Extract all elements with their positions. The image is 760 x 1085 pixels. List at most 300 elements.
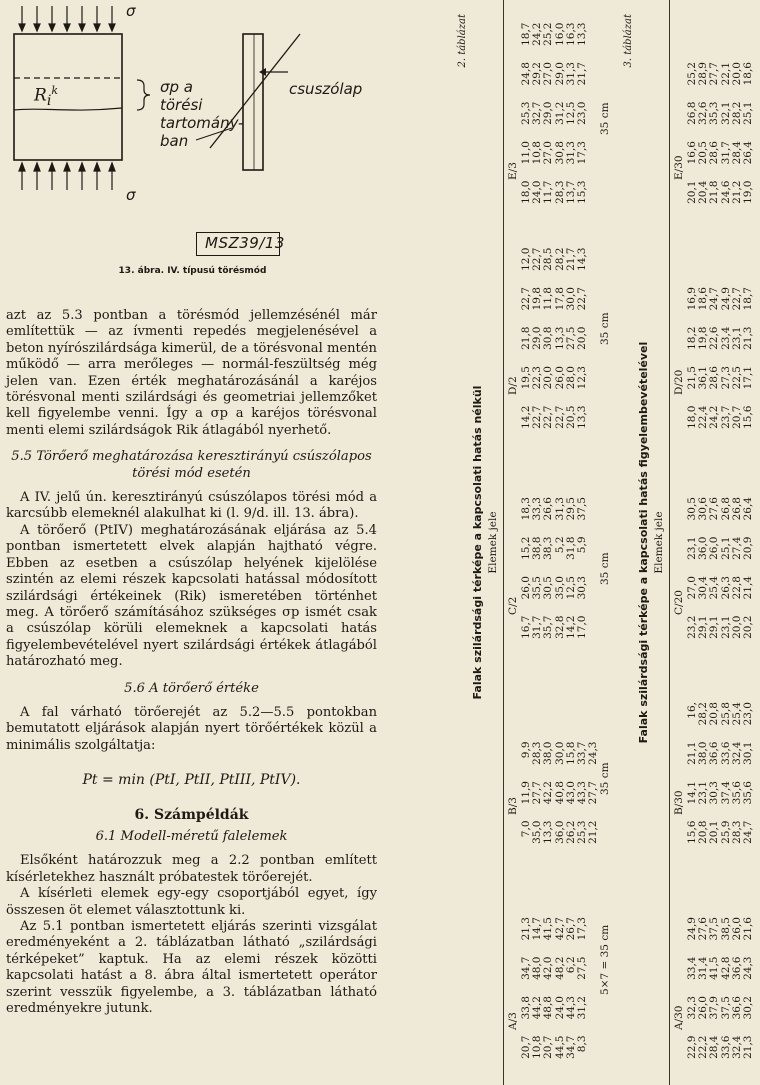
group-footer: 35 cm [599,312,611,345]
table-cell: 21,3 [741,326,754,350]
table-cell: 13,3 [542,820,555,844]
table-cell: 42,8 [719,956,732,980]
table-cell: 6,2 [564,956,577,974]
table-cell: 30,4 [697,576,710,600]
paragraph: A kísérleti elemek egy-egy csoportjából egyet, így összesen öt elemet választottunk ki. [6,886,377,918]
table-cell: 15,8 [564,741,577,765]
table-cell: 31,7 [531,615,544,639]
table-cell: 23,7 [719,405,732,429]
table-rule [669,0,670,1085]
table-cell: 15,3 [575,180,588,204]
table-cell: 24,3 [741,956,754,980]
table-cell: 33,6 [719,741,732,765]
table-cell: 37,5 [719,996,732,1020]
table-cell: 18,7 [741,287,754,311]
table-cell: 23,1 [686,536,698,560]
table-cell: 14,2 [520,405,532,429]
table-cell: 21,4 [741,576,754,600]
table-cell: 31,3 [564,62,577,86]
table-cell: 32,7 [531,101,544,125]
failure-zone-lower [14,108,122,110]
table-rule [503,0,504,1085]
table-cell: 19,8 [531,287,544,311]
table-cell: 26,0 [697,996,710,1020]
table-cell: 24,3 [587,741,600,765]
table-cell: 25,4 [730,702,743,726]
table-cell: 24,7 [708,287,721,311]
breaking-force-equation: Pt = min (PtI, PtII, PtIII, PtIV). [82,772,301,789]
table-cell: 21,7 [564,247,577,271]
table-cell: 40,8 [553,781,566,805]
table-cell: 37,5 [575,497,588,521]
table-cell: 20,7 [730,405,743,429]
table-row [577,917,588,1075]
table-cell: 38,8 [531,536,544,560]
table-cell: 28,0 [564,366,577,390]
table-cell: 35,6 [741,781,754,805]
table-cell: 16,6 [686,141,698,165]
table-cell: 35,3 [708,101,721,125]
table-row [709,917,720,1075]
table-cell: 33,4 [686,956,698,980]
table-cell: 38,0 [542,741,555,765]
table-cell: 34,7 [520,956,532,980]
table-cell: 20,5 [564,405,577,429]
table-cell: 10,8 [531,141,544,165]
table-cell: 35,6 [730,781,743,805]
slip-plane-label: csuszólap [289,80,363,98]
table-subtitle: Elemek jele [487,511,499,574]
table-cell: 33,3 [531,497,544,521]
table-cell: 24,2 [708,405,721,429]
table-cell: 35,0 [531,820,544,844]
table-cell: 27,6 [697,917,710,941]
table-row [577,23,588,221]
table-cell: 23,1 [730,326,743,350]
table-cell: 13,3 [575,405,588,429]
table-cell: 28,4 [708,1035,721,1059]
table-cell: 38,5 [719,917,732,941]
table-cell: 18,6 [741,62,754,86]
table-row [743,702,754,860]
table-cell: 36,0 [697,536,710,560]
group-header: E/30 [673,155,685,180]
table-cell: 20,0 [575,326,588,350]
body-text [6,308,377,1017]
table-title: Falak szilárdsági térképe a kapcsolati hatás nélkül [471,385,484,700]
table-cell: 23,0 [575,101,588,125]
failure-zone-label: σp a törési tartomány- ban [160,78,244,150]
table-cell: 30,0 [564,287,577,311]
group-header: D/2 [507,376,519,395]
table-cell: 22,9 [686,1035,698,1059]
table-row [543,917,554,1075]
table-cell: 25,3 [520,101,532,125]
section-heading-5-6: 5.6 A törőerő értéke [124,680,259,696]
table-cell: 28,6 [708,366,721,390]
table-cell: 21,3 [741,1035,754,1059]
table-cell: 13,7 [564,180,577,204]
paragraph: A fal várható törőerejét az 5.2—5.5 pontokban bemutatott eljárások alapján nyert törőértékek közül a minimális szolgáltatja: [6,704,377,753]
table-cell: 14,2 [564,615,577,639]
section-heading-6-1: 6.1 Modell-méretű falelemek [95,828,288,844]
table-cell: 35,7 [542,615,555,639]
table-cell: 24,0 [553,996,566,1020]
table-cell: 23,4 [719,326,732,350]
figure-caption: 13. ábra. IV. típusú törésmód [118,266,267,276]
table-cell: 22,2 [697,1035,710,1059]
table-cell: 42,2 [542,781,555,805]
table-cell: 24,6 [719,180,732,204]
table-cell: 27,3 [719,366,732,390]
table-title: Falak szilárdsági térképe a kapcsolati hatás figyelembevételével [637,341,650,744]
paragraph: A IV. jelű ún. keresztirányú csúszólapos törési mód a karcsúbb elemeknél alakulhat ki (l. 9/d. ill. 13. ábra). [6,490,377,522]
table-cell: 30,2 [741,996,754,1020]
table-cell: 15,2 [520,536,532,560]
table-cell: 16,9 [686,287,698,311]
table-cell: 12,0 [520,247,532,271]
group-header: E/3 [507,162,519,180]
table-cell: 28,3 [730,820,743,844]
table-cell: 27,6 [708,497,721,521]
table-cell: 36,1 [697,366,710,390]
table-cell: 11,8 [542,287,555,311]
table-row [543,248,554,446]
table-cell: 12,3 [575,366,588,390]
table-group [687,917,754,1075]
group-header: B/30 [673,790,685,815]
table-cell: 29,1 [708,615,721,639]
table-cell: 18,0 [520,180,532,204]
table-cell: 25,4 [708,576,721,600]
table-cell: 11,7 [542,180,555,204]
table-cell: 16,7 [520,615,532,639]
table-cell: 14,1 [686,781,698,805]
table-cell: 12,5 [564,101,577,125]
table-cell: 33,6 [719,1035,732,1059]
table-cell: 14,7 [531,917,544,941]
table-cell: 20,0 [730,615,743,639]
table-cell: 8,3 [575,1035,588,1053]
figure-13 [0,0,385,280]
table-cell: 22,6 [708,326,721,350]
table-cell: 27,0 [686,576,698,600]
table-cell: 29,0 [531,326,544,350]
table-row [709,702,720,860]
table-cell: 37,4 [719,781,732,805]
table-cell: 30,8 [542,326,555,350]
table-cell: 48,0 [531,956,544,980]
table-cell: 18,0 [686,405,698,429]
table-cell: 30,8 [553,141,566,165]
table-cell: 11,9 [520,781,532,805]
table-cell: 20,8 [708,702,721,726]
table-cell: 15,6 [686,820,698,844]
table-cell: 22,3 [531,366,544,390]
table-cell: 25,8 [719,702,732,726]
table-cell: 31,2 [553,101,566,125]
table-cell: 31,4 [697,956,710,980]
table-cell: 20,9 [741,536,754,560]
table-cell: 25,2 [686,62,698,86]
table-cell: 16, [686,702,698,719]
table-cell: 31,2 [575,996,588,1020]
table-cell: 26,4 [741,497,754,521]
table-row [709,497,720,655]
table-cell: 19,5 [520,366,532,390]
table-cell: 28,6 [708,141,721,165]
table-cell: 26,0 [520,576,532,600]
table-cell: 24,7 [741,820,754,844]
table-cell: 37,9 [708,996,721,1020]
table-cell: 25,3 [575,820,588,844]
table-cell: 44,2 [531,996,544,1020]
table-cell: 21,8 [520,326,532,350]
table-cell: 31,3 [564,141,577,165]
table-cell: 26,2 [564,820,577,844]
wall-elevation [14,34,122,160]
msz-stamp: MSZ39/13 [196,232,280,256]
group-header: C/2 [507,596,519,615]
table-row [743,497,754,655]
table-cell: 17,3 [575,917,588,941]
paragraph: A törőerő (PtIV) meghatározásának eljárása az 5.4 pontban ismertetett elvek alapján hajtható végre. Ebben az esetben a csúszólap helyének kijelölése szintén az elemi részek kapcsolati hatással módosított szilárdsági értékeinek (Rik) ismeretében történhet meg. A törőerő számításához szükséges σp ismét csak a csúszólap körüli elemeknek a kapcsolati hatás figyelembevételével nyert szilárdsági értékek átlagából határozható meg. [6,522,377,670]
table-cell: 29,0 [542,101,555,125]
table-cell: 32,6 [697,101,710,125]
table-cell: 48,8 [542,996,555,1020]
right-column-tables [455,0,760,1085]
table-cell: 27,5 [564,326,577,350]
table-cell: 35,5 [531,576,544,600]
table-cell: 19,8 [697,326,710,350]
rotated-tables [455,0,760,1085]
paragraph: azt az 5.3 pontban a törésmód jellemzésénél már említettük — az ívmenti repedés megjelenésével a beton nyírószilárdsága kimerül, de a törésvonal mentén működő — arra merőleges — normál-feszültség még jelen van. Ezen érték meghatározásánál a karéjos törésvonal menti szilárdsági és geometriai jellemzőket kell figyelembe venni. Így a σp a karéjos törésvonal menti elemi szilárdságok Rik átlagából nyerhető. [6,308,377,438]
table-cell: 28,2 [553,247,566,271]
table-cell: 26,7 [564,917,577,941]
group-footer: 35 cm [599,102,611,135]
table-cell: 42,0 [542,956,555,980]
table-cell: 28,3 [553,180,566,204]
group-footer: 5×7 = 35 cm [599,924,611,995]
table-cell: 24,9 [686,917,698,941]
sigma-top-label: σ [126,2,136,20]
group-header: C/20 [673,590,685,615]
table-cell: 33,7 [575,741,588,765]
paragraph: Az 5.1 pontban ismertetett eljárás szerinti vizsgálat eredményeként a 2. táblázatban látható „szilárdsági térképeket” kaptuk. Ha az elemi részek közötti kapcsolati hatást a 8. ábra által ismertetett operátor szerint vesszük figyelembe, a 3. táblázatban látható eredményekre jutunk. [6,919,377,1017]
table-cell: 29,1 [697,615,710,639]
table-row [577,497,588,655]
table-cell: 20,8 [697,820,710,844]
group-footer: 35 cm [599,552,611,585]
table-cell: 18,2 [686,326,698,350]
table-cell: 20,0 [542,366,555,390]
table-cell: 16,3 [564,22,577,46]
table-cell: 26,3 [719,576,732,600]
table-cell: 27,5 [575,956,588,980]
table-cell: 20,1 [686,180,698,204]
table-cell: 18,3 [520,497,532,521]
section-heading-5-5: 5.5 Törőerő meghatározása keresztirányú csúszólapos törési mód esetén [11,449,372,481]
table-cell: 13,3 [575,22,588,46]
group-header: A/30 [673,1005,685,1030]
table-group [521,742,599,861]
rk-label: $R_i^k$ [34,84,59,110]
table-cell: 26,8 [730,497,743,521]
table-cell: 33,8 [520,996,532,1020]
table-cell: 30,6 [697,497,710,521]
table-cell: 21,6 [741,917,754,941]
table-row [743,287,754,445]
table-cell: 35,0 [553,576,566,600]
table-row [709,62,720,220]
table-cell: 22,7 [553,405,566,429]
table-cell: 14,3 [575,247,588,271]
table-cell: 30,5 [542,576,555,600]
table-cell: 25,2 [542,22,555,46]
table-cell: 36,6 [730,996,743,1020]
table-cell: 19,0 [741,180,754,204]
table-row [743,62,754,220]
table-cell: 29,5 [564,497,577,521]
group-footer: 35 cm [599,762,611,795]
table-cell: 20,7 [520,1035,532,1059]
table-cell: 28,9 [697,62,710,86]
table-group [521,917,588,1075]
table-cell: 37,5 [708,917,721,941]
table-cell: 26,0 [730,917,743,941]
table-cell: 36,6 [708,741,721,765]
table-cell: 22,1 [719,62,732,86]
table-cell: 28,5 [542,247,555,271]
table-cell: 20,4 [697,180,710,204]
table-cell: 27,0 [542,141,555,165]
table-cell: 9,9 [520,741,532,759]
table-cell: 18,7 [520,22,532,46]
table-cell: 48,2 [553,956,566,980]
table-cell: 31,8 [564,536,577,560]
table-cell: 22,7 [531,247,544,271]
table-group [687,62,754,220]
table-cell: 23,1 [719,615,732,639]
table-cell: 38,0 [697,741,710,765]
table-cell: 28,2 [697,702,710,726]
table-cell: 7,0 [520,820,532,838]
table-cell: 36,6 [730,956,743,980]
table-cell: 22,4 [697,405,710,429]
table-cell: 25,9 [719,820,732,844]
table-cell: 24,2 [531,22,544,46]
table-cell: 42,7 [553,917,566,941]
table-number: 2. táblázat [457,14,468,68]
table-cell: 18,6 [697,287,710,311]
table-cell: 22,7 [575,287,588,311]
table-cell: 28,4 [730,141,743,165]
table-subtitle: Elemek jele [653,511,665,574]
table-group [521,23,588,221]
table-cell: 15,6 [741,405,754,429]
table-cell: 34,7 [564,1035,577,1059]
table-cell: 26,4 [741,141,754,165]
table-row [577,248,588,446]
table-cell: 22,7 [730,287,743,311]
table-cell: 24,0 [531,180,544,204]
table-cell: 26,8 [719,497,732,521]
table-cell: 21,3 [520,917,532,941]
table-cell: 21,8 [708,180,721,204]
table-cell: 32,4 [730,741,743,765]
table-cell: 17,1 [741,366,754,390]
group-header: A/3 [507,1012,519,1030]
table-row [743,917,754,1075]
table-cell: 24,8 [520,62,532,86]
group-header: B/3 [507,797,519,815]
table-cell: 12,5 [564,576,577,600]
table-cell: 20,0 [730,62,743,86]
table-cell: 21,2 [730,180,743,204]
table-cell: 31,3 [553,497,566,521]
table-cell: 24,9 [719,287,732,311]
table-cell: 26,0 [553,366,566,390]
table-cell: 30,3 [708,781,721,805]
table-cell: 13,3 [553,326,566,350]
table-cell: 11,0 [520,141,532,165]
table-cell: 22,5 [730,366,743,390]
table-cell: 32,4 [730,1035,743,1059]
table-cell: 10,8 [531,1035,544,1059]
table-cell: 26,8 [686,101,698,125]
table-row [543,23,554,221]
table-cell: 23,0 [741,702,754,726]
table-cell: 21,1 [686,741,698,765]
table-cell: 23,2 [686,615,698,639]
table-cell: 43,3 [575,781,588,805]
table-cell: 32,8 [553,615,566,639]
bottom-load-arrows [19,163,115,190]
table-cell: 20,7 [542,1035,555,1059]
table-cell: 16,0 [553,22,566,46]
table-cell: 21,5 [686,366,698,390]
table-cell: 36,0 [553,820,566,844]
section-heading-6: 6. Számpéldák [134,806,249,823]
table-cell: 20,2 [741,615,754,639]
table-cell: 17,3 [575,141,588,165]
table-cell: 28,2 [730,101,743,125]
table-cell: 21,2 [587,820,600,844]
table-cell: 21,7 [575,62,588,86]
table-cell: 22,7 [531,405,544,429]
table-cell: 25,1 [741,101,754,125]
table-cell: 30,0 [553,741,566,765]
table-number: 3. táblázat [623,14,634,68]
table-cell: 30,1 [741,741,754,765]
table-row [543,742,554,861]
table-cell: 44,5 [553,1035,566,1059]
table-group [521,497,588,655]
table-group [687,497,754,655]
table-group [687,287,754,445]
table-row [709,287,720,445]
zone-brace [137,80,150,110]
table-cell: 17,0 [575,615,588,639]
sigma-bottom-label: σ [126,186,136,204]
table-cell: 27,7 [587,781,600,805]
table-cell: 30,3 [575,576,588,600]
top-load-arrows [19,6,115,31]
table-group [521,248,588,446]
table-cell: 41,5 [708,956,721,980]
group-header: D/20 [673,369,685,395]
table-cell: 43,0 [564,781,577,805]
